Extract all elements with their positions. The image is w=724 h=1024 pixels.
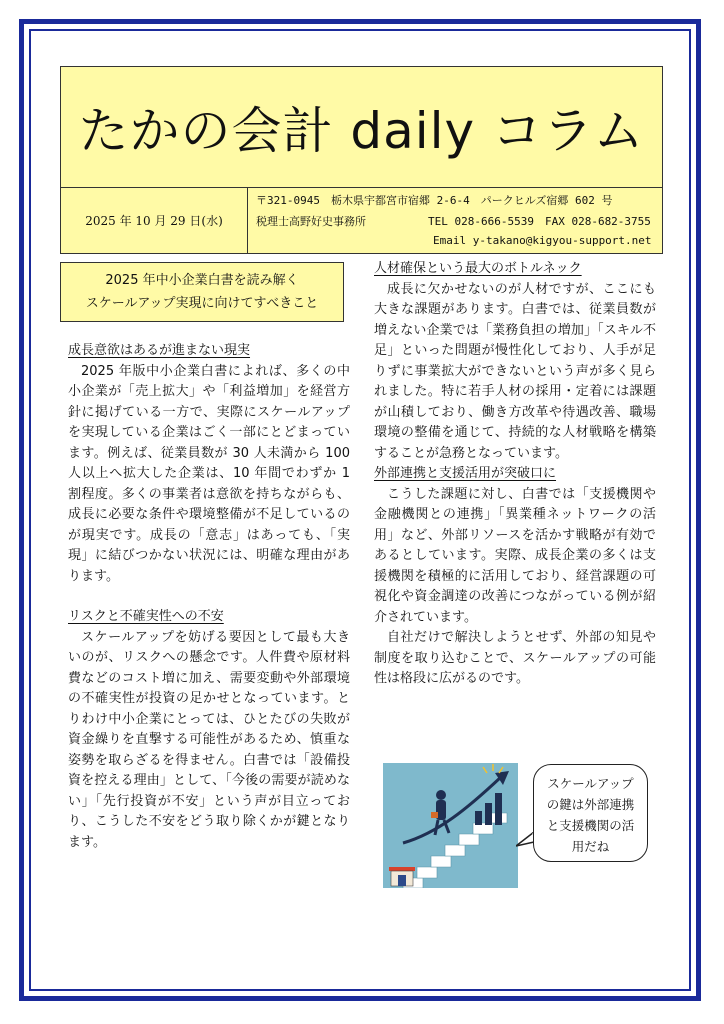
section-heading-growth: 成長意欲はあるが進まない現実 [68, 343, 251, 358]
newsletter-title: たかの会計 daily コラム [78, 102, 645, 160]
paragraph-talent: 成長に欠かせないのが人材ですが、ここにも大きな課題があります。白書では、従業員数が増えない企業では「業務負担の増加」「スキル不足」といった問題が慢性化しており、人手が足りずに事業拡大ができないという声が多く見られました。特に若手人材の採用・定着には課題が山積しており、働き方改革や待遇改善、職場環境の整備を通じて、持続的な人材戦略を構築することが急務となっています。 [374, 281, 656, 461]
right-column [374, 259, 656, 690]
article-title-line-2: スケールアップ実現に向けてすべきこと [85, 296, 319, 311]
office-address: 〒321-0945 栃木県宇都宮市宿郷 2-6-4 パークヒルズ宿郷 602 号 [256, 194, 613, 207]
paragraph-risk: スケールアップを妨げる要因として最も大きいのが、リスクへの懸念です。人件費や原材料費などのコスト増に加え、需要変動や外部環境の不確実性が投資の足かせとなっています。とりわけ中小企業にとっては、ひとたびの失敗が資金繰りを直撃する可能性があるため、慎重な姿勢を取らざるを得ません。白書では「設備投資を控える理由」として、「今後の需要が読めない」「先行投資が不安」という声が目立っており、こうした不安をどう取り除くかが鍵となります。 [68, 629, 350, 850]
left-column [68, 341, 350, 853]
article-title-box [60, 262, 344, 322]
office-phone-fax: TEL 028-666-5539 FAX 028-682-3755 [428, 215, 651, 228]
section-heading-talent: 人材確保という最大のボトルネック [374, 261, 582, 276]
speech-bubble: スケールアップの鍵は外部連携と支援機関の活用だね [533, 764, 648, 862]
paragraph-conclusion: 自社だけで解決しようとせず、外部の知見や制度を取り込むことで、スケールアップの可能性は格段に広がるのです。 [374, 630, 656, 686]
paragraph-growth: 2025 年版中小企業白書によれば、多くの中小企業が「売上拡大」や「利益増加」を経営方針に掲げている一方で、実際にスケールアップを実現している企業はごく一部にとどまっています。例えば、従業員数が 30 人未満から 100 人以上へ拡大した企業は、10 年間でわずか 1 割程度。多くの事業者は意欲を持ちながらも、成長に必要な条件や環境整備が不足しているのが現実です。成長の「意志」はあっても、「実現」に結びつかない状況には、明確な理由があります。 [68, 363, 350, 584]
shop-icon [389, 867, 415, 886]
section-heading-risk: リスクと不確実性への不安 [68, 609, 224, 624]
office-name: 税理士高野好史事務所 [256, 215, 366, 228]
masthead [60, 66, 663, 254]
issue-date: 2025 年 10 月 29 日(水) [85, 213, 223, 228]
office-email: Email y-takano@kigyou-support.net [433, 234, 652, 247]
article-title-line-1: 2025 年中小企業白書を読み解く [105, 273, 299, 288]
section-heading-collaboration: 外部連携と支援活用が突破口に [374, 466, 557, 481]
masthead-vertical-divider [247, 187, 248, 253]
scale-up-illustration [383, 763, 518, 888]
paragraph-collaboration: こうした課題に対し、白書では「支援機関や金融機関との連携」「異業種ネットワークの活用」など、外部リソースを活かす戦略が有効であるとしています。実際、成長企業の多くは支援機関を積極的に活用しており、経営課題の可視化や資金調達の改善につながっている例が紹介されています。 [374, 486, 656, 625]
